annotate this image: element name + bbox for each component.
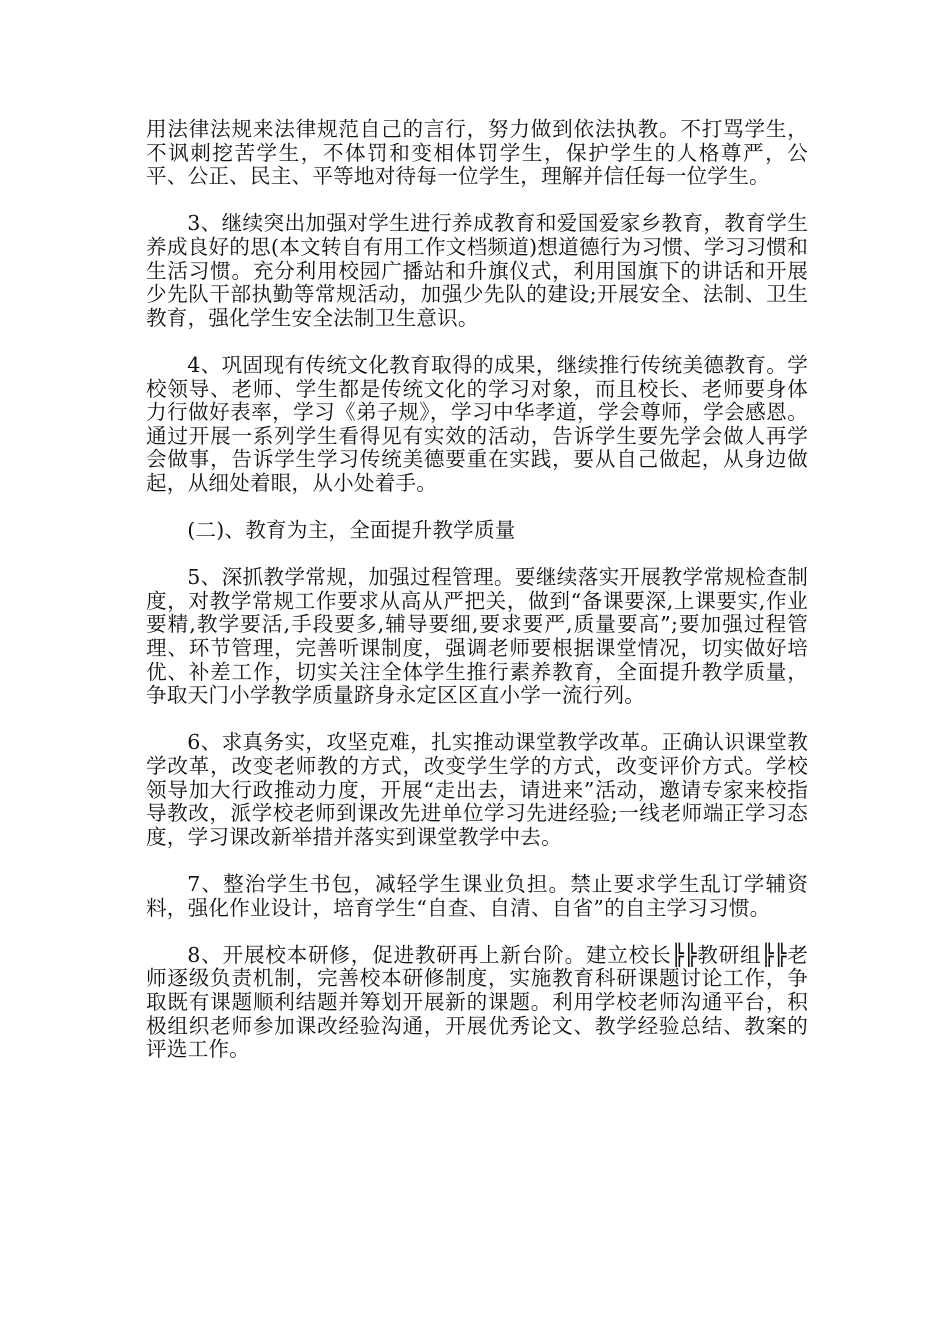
paragraph-item-6: 6、求真务实，攻坚克难，扎实推动课堂教学改革。正确认识课堂教学改革，改变老师教的方式，改变学生学的方式，改变评价方式。学校领导加大行政推动力度，开展“走出去，请进来”活动，邀请专家来校指导教改，派学校老师到课改先进单位学习先进经验;一线老师端正学习态度，学习课改新举措并落实到课堂教学中去。 <box>146 730 808 849</box>
paragraph-item-4: 4、巩固现有传统文化教育取得的成果，继续推行传统美德教育。学校领导、老师、学生都是传统文化的学习对象，而且校长、老师要身体力行做好表率，学习《弟子规》，学习中华孝道，学会尊师，学会感恩。通过开展一系列学生看得见有实效的活动，告诉学生要先学会做人再学会做事，告诉学生学习传统美德要重在实践，要从自己做起，从身边做起，从细处着眼，从小处着手。 <box>146 352 808 495</box>
document-page <box>146 118 808 1085</box>
paragraph-item-3: 3、继续突出加强对学生进行养成教育和爱国爱家乡教育，教育学生养成良好的思(本文转自有用工作文档频道)想道德行为习惯、学习习惯和生活习惯。充分利用校园广播站和升旗仪式，利用国旗下的讲话和开展少先队干部执勤等常规活动，加强少先队的建设;开展安全、法制、卫生教育，强化学生安全法制卫生意识。 <box>146 211 808 330</box>
paragraph-law-compliance: 用法律法规来法律规范自己的言行，努力做到依法执教。不打骂学生，不讽刺挖苦学生，不体罚和变相体罚学生，保护学生的人格尊严，公平、公正、民主、平等地对待每一位学生，理解并信任每一位学生。 <box>146 117 808 189</box>
paragraph-item-7: 7、整治学生书包，减轻学生课业负担。禁止要求学生乱订学辅资料，强化作业设计，培育学生“自查、自清、自省”的自主学习习惯。 <box>146 872 808 920</box>
paragraph-item-8: 8、开展校本研修，促进教研再上新台阶。建立校长╠╠教研组╠╠老师逐级负责机制，完善校本研修制度，实施教育科研课题讨论工作，争取既有课题顺利结题并筹划开展新的课题。利用学校老师沟通平台，积极组织老师参加课改经验沟通，开展优秀论文、教学经验总结、教案的评选工作。 <box>146 942 808 1062</box>
section-heading-2: (二)、教育为主，全面提升教学质量 <box>187 518 516 543</box>
paragraph-item-5: 5、深抓教学常规，加强过程管理。要继续落实开展教学常规检查制度，对教学常规工作要求从高从严把关，做到“备课要深,上课要实,作业要精,教学要活,手段要多,辅导要细,要求要严,质量要高”;要加强过程管理、环节管理，完善听课制度，强调老师要根据课堂情况，切实做好培优、补差工作，切实关注全体学生推行素养教育，全面提升教学质量，争取天门小学教学质量跻身永定区区直小学一流行列。 <box>146 565 808 708</box>
